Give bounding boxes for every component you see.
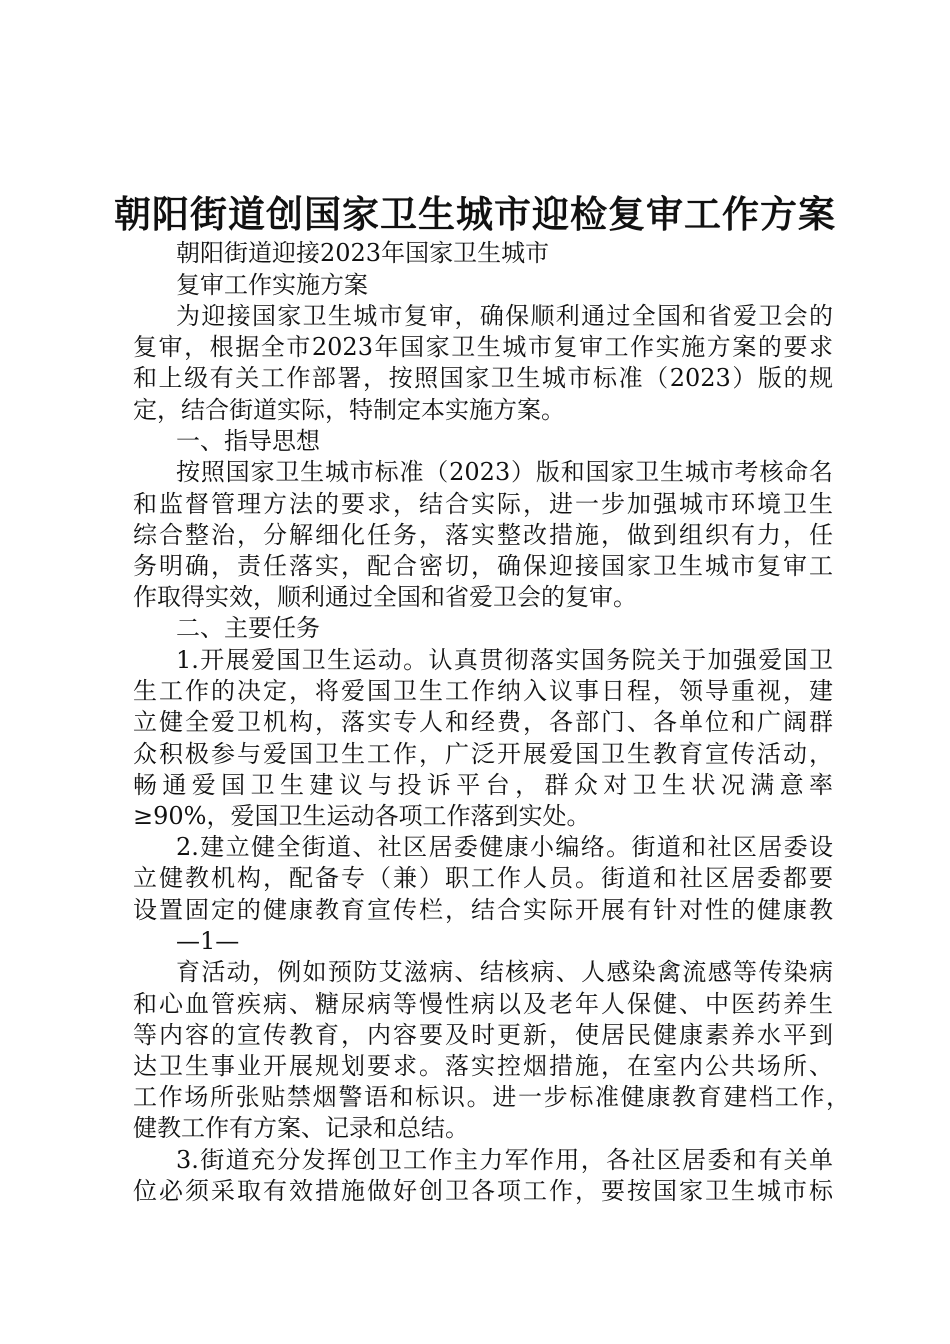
- paragraph-line: 定，结合街道实际，特制定本实施方案。: [133, 396, 565, 424]
- paragraph-line: 按照国家卫生城市标准（2023）版和国家卫生城市考核命名: [176, 458, 833, 486]
- section-heading: 二、主要任务: [176, 614, 320, 642]
- paragraph-line: 务明确，责任落实，配合密切，确保迎接国家卫生城市复审工: [133, 552, 833, 580]
- paragraph-line: 位必须采取有效措施做好创卫各项工作，要按国家卫生城市标: [133, 1177, 833, 1205]
- paragraph-line: 众积极参与爱国卫生工作，广泛开展爱国卫生教育宣传活动，: [133, 740, 833, 768]
- paragraph-line: 立健全爱卫机构，落实专人和经费，各部门、各单位和广阔群: [133, 708, 833, 736]
- paragraph-line: 为迎接国家卫生城市复审，确保顺利通过全国和省爱卫会的: [176, 302, 833, 330]
- paragraph-line: 设置固定的健康教育宣传栏，结合实际开展有针对性的健康教: [133, 896, 833, 924]
- paragraph-line: 作取得实效，顺利通过全国和省爱卫会的复审。: [133, 583, 637, 611]
- subtitle-line: 朝阳街道迎接2023年国家卫生城市: [176, 239, 550, 267]
- paragraph-line: 2.建立健全街道、社区居委健康小编络。街道和社区居委设: [176, 833, 833, 861]
- paragraph-line: 生工作的决定，将爱国卫生工作纳入议事日程，领导重视，建: [133, 677, 833, 705]
- paragraph-line: 工作场所张贴禁烟警语和标识。进一步标准健康教育建档工作，: [133, 1083, 850, 1111]
- subtitle-line: 复审工作实施方案: [176, 271, 368, 299]
- paragraph-line: 和监督管理方法的要求，结合实际，进一步加强城市环境卫生: [133, 490, 833, 518]
- paragraph-line: 和心血管疾病、糖尿病等慢性病以及老年人保健、中医药养生: [133, 990, 833, 1018]
- paragraph-line: 畅通爱国卫生建议与投诉平台，群众对卫生状况满意率: [133, 771, 833, 799]
- paragraph-line: 3.街道充分发挥创卫工作主力军作用，各社区居委和有关单: [176, 1146, 833, 1174]
- paragraph-line: ≥90%，爱国卫生运动各项工作落到实处。: [133, 802, 591, 830]
- section-heading: 一、指导思想: [176, 427, 320, 455]
- paragraph-line: 健教工作有方案、记录和总结。: [133, 1114, 469, 1142]
- paragraph-line: 复审，根据全市2023年国家卫生城市复审工作实施方案的要求: [133, 333, 833, 361]
- paragraph-line: 达卫生事业开展规划要求。落实控烟措施，在室内公共场所、: [133, 1052, 833, 1080]
- paragraph-line: 和上级有关工作部署，按照国家卫生城市标准（2023）版的规: [133, 364, 833, 392]
- paragraph-line: 综合整治，分解细化任务，落实整改措施，做到组织有力，任: [133, 521, 833, 549]
- document-title: 朝阳街道创国家卫生城市迎检复审工作方案: [114, 192, 836, 236]
- paragraph-line: 等内容的宣传教育，内容要及时更新，使居民健康素养水平到: [133, 1021, 833, 1049]
- paragraph-line: 立健教机构，配备专（兼）职工作人员。街道和社区居委都要: [133, 864, 833, 892]
- paragraph-line: 育活动，例如预防艾滋病、结核病、人感染禽流感等传染病: [176, 958, 833, 986]
- paragraph-line: 1.开展爱国卫生运动。认真贯彻落实国务院关于加强爱国卫: [176, 646, 833, 674]
- page-number: —1—: [176, 927, 240, 955]
